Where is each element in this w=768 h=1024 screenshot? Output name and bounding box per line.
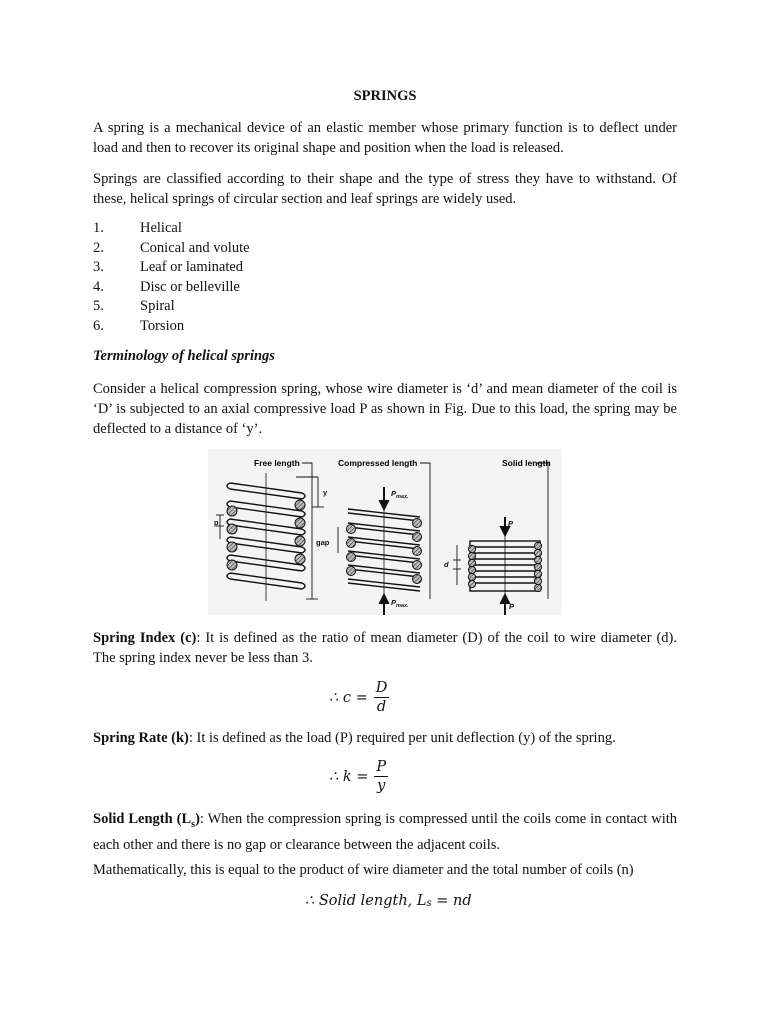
eq-lhs: ∴ c = xyxy=(329,689,368,706)
eq-rhs: = nd xyxy=(431,892,472,909)
eq-subscript: s xyxy=(426,898,432,909)
list-label: Leaf or laminated xyxy=(140,259,244,275)
list-item xyxy=(93,278,250,298)
list-item xyxy=(93,258,250,278)
eq-numerator: D xyxy=(375,680,388,696)
load-arrows xyxy=(380,487,509,615)
list-number: 1. xyxy=(93,220,104,236)
list-label: Torsion xyxy=(140,317,185,334)
list-label: Disc or belleville xyxy=(140,278,240,295)
spring-diagram xyxy=(208,449,562,615)
spring-rate-text: : It is defined as the load (P) required per unit deflection (y) of the spring. xyxy=(188,730,616,746)
solid-length-equation xyxy=(305,892,472,909)
spring-index-text: : It is defined as the ratio of mean diameter (D) of the coil to wire diameter (d). The spring index never be less than 3. xyxy=(93,630,677,666)
y-label: y xyxy=(323,488,328,497)
solid-length-paragraph xyxy=(93,809,677,855)
list-label: Conical and volute xyxy=(140,239,250,256)
section-heading: Terminology of helical springs xyxy=(93,348,275,364)
solid-spring xyxy=(470,533,540,599)
eq-fraction xyxy=(374,680,390,715)
pmax-bottom-label: $P_{max.}$ xyxy=(391,598,409,609)
spring-index-term: Spring Index (c) xyxy=(93,630,197,646)
list-item xyxy=(93,317,250,337)
compressed-spring xyxy=(348,503,420,599)
intro-paragraph: A spring is a mechanical device of an elastic member whose primary function is to deflect under load and then to recover its original shape and position when the load is released. xyxy=(93,120,677,156)
free-spring xyxy=(227,473,305,601)
spring-index-paragraph xyxy=(93,628,677,668)
list-label: Helical xyxy=(140,220,182,236)
spring-diagram-figure xyxy=(208,449,562,615)
solid-length-text: : When the compression spring is compressed until the coils come in contact with each other and there is no gap or clearance between the adjacent coils. xyxy=(93,811,678,853)
eq-lhs: ∴ k = xyxy=(329,768,369,785)
classification-paragraph: Springs are classified according to their shape and the type of stress they have to withstand. Of these, helical springs of circular section and leaf springs are widely used. xyxy=(93,171,677,207)
gap-label: gap xyxy=(316,538,330,547)
list-item xyxy=(93,239,250,259)
list-item xyxy=(93,219,250,239)
spring-rate-term: Spring Rate (k) xyxy=(93,730,189,746)
free-length-label: Free length xyxy=(254,458,300,468)
list-number: 4. xyxy=(93,278,104,295)
spring-index-equation xyxy=(329,680,389,715)
eq-denominator: d xyxy=(376,699,387,715)
list-label: Spiral xyxy=(140,298,175,314)
wire-diameter-label: d xyxy=(444,560,449,569)
solid-length-label: Solid length xyxy=(502,458,551,468)
eq-numerator: P xyxy=(376,759,387,775)
list-number: 2. xyxy=(93,239,104,256)
list-number: 5. xyxy=(93,298,104,314)
load-bottom-label: P xyxy=(509,602,515,611)
pmax-top-label: $P_{max.}$ xyxy=(391,489,409,500)
spring-rate-paragraph xyxy=(93,728,677,748)
mathematically-paragraph: Mathematically, this is equal to the product of wire diameter and the total number of coils (n) xyxy=(93,862,634,878)
terminology-paragraph: Consider a helical compression spring, whose wire diameter is ‘d’ and mean diameter of the coil is ‘D’ is subjected to an axial compressive load P as shown in Fig. Due to this load, the spring may be deflected to a distance of ‘y’. xyxy=(93,381,677,437)
spring-types-list xyxy=(93,219,250,336)
spring-rate-equation xyxy=(329,759,388,794)
list-number: 6. xyxy=(93,317,104,334)
pitch-label: p xyxy=(214,518,219,527)
eq-lhs: ∴ Solid length, L xyxy=(305,892,427,909)
list-item xyxy=(93,297,250,317)
compressed-length-label: Compressed length xyxy=(338,458,418,468)
page-title: SPRINGS xyxy=(353,88,417,104)
eq-denominator: y xyxy=(377,778,386,794)
eq-fraction xyxy=(374,759,388,794)
solid-length-term: Solid Length $(L_s)$ xyxy=(93,811,200,830)
list-number: 3. xyxy=(93,259,104,275)
load-top-label: P xyxy=(508,519,514,528)
